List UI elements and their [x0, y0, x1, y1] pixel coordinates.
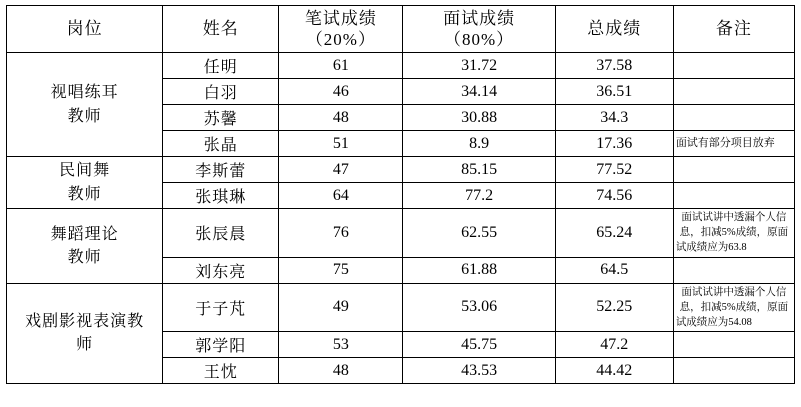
post-line1: 民间舞: [59, 162, 111, 180]
header-total-score: 总成绩: [555, 6, 673, 53]
header-interview-line1: 面试成绩: [443, 8, 516, 28]
written-cell: 75: [279, 257, 403, 283]
header-name: 姓名: [163, 6, 279, 53]
remark-cell: [673, 332, 794, 358]
remark-cell: [673, 105, 794, 131]
post-line1: 视唱练耳: [50, 84, 119, 102]
header-post: 岗位: [7, 6, 163, 53]
total-cell: 52.25: [555, 283, 673, 332]
total-cell: 64.5: [555, 257, 673, 283]
interview-cell: 45.75: [403, 332, 555, 358]
post-cell: [7, 157, 163, 209]
written-cell: 76: [279, 209, 403, 258]
interview-cell: 53.06: [403, 283, 555, 332]
interview-cell: 43.53: [403, 358, 555, 384]
remark-cell: [673, 358, 794, 384]
name-cell: 苏馨: [163, 105, 279, 131]
table-row: [7, 53, 795, 79]
remark-cell: [673, 183, 794, 209]
remark-cell: [673, 257, 794, 283]
post-line2: 教师: [67, 185, 102, 203]
name-cell: 李斯蕾: [163, 157, 279, 183]
header-row: [7, 6, 795, 53]
interview-cell: 77.2: [403, 183, 555, 209]
interview-cell: 62.55: [403, 209, 555, 258]
interview-cell: 61.88: [403, 257, 555, 283]
total-cell: 44.42: [555, 358, 673, 384]
interview-cell: 34.14: [403, 79, 555, 105]
header-remark: 备注: [673, 6, 794, 53]
interview-cell: 8.9: [403, 131, 555, 157]
written-cell: 51: [279, 131, 403, 157]
interview-cell: 31.72: [403, 53, 555, 79]
header-interview-line2: （80%）: [443, 30, 515, 49]
written-cell: 64: [279, 183, 403, 209]
post-cell: [7, 209, 163, 284]
table-row: [7, 157, 795, 183]
name-cell: 张晶: [163, 131, 279, 157]
post-cell: [7, 53, 163, 157]
table-row: [7, 283, 795, 332]
total-cell: 74.56: [555, 183, 673, 209]
remark-cell: 面试试讲中透漏个人信息，扣减5%成绩，原面试成绩应为63.8: [673, 209, 794, 258]
remark-cell: 面试有部分项目放弃: [673, 131, 794, 157]
remark-cell: [673, 157, 794, 183]
name-cell: 王忱: [163, 358, 279, 384]
remark-cell: 面试试讲中透漏个人信息，扣减5%成绩，原面试成绩应为54.08: [673, 283, 794, 332]
written-cell: 47: [279, 157, 403, 183]
table-header: [7, 6, 795, 53]
name-cell: 刘东亮: [163, 257, 279, 283]
post-line2: 教师: [67, 248, 102, 266]
total-cell: 34.3: [555, 105, 673, 131]
written-cell: 49: [279, 283, 403, 332]
name-cell: 任明: [163, 53, 279, 79]
name-cell: 郭学阳: [163, 332, 279, 358]
name-cell: 张琪琳: [163, 183, 279, 209]
written-cell: 48: [279, 358, 403, 384]
header-interview-score: [403, 6, 555, 53]
name-cell: 于子芃: [163, 283, 279, 332]
total-cell: 65.24: [555, 209, 673, 258]
header-written-line2: （20%）: [305, 30, 376, 49]
total-cell: 77.52: [555, 157, 673, 183]
post-line2: 师: [76, 336, 94, 354]
table-row: [7, 209, 795, 258]
post-cell: [7, 283, 163, 384]
name-cell: 张辰晨: [163, 209, 279, 258]
total-cell: 47.2: [555, 332, 673, 358]
header-written-line1: 笔试成绩: [304, 8, 377, 28]
interview-cell: 30.88: [403, 105, 555, 131]
total-cell: 17.36: [555, 131, 673, 157]
written-cell: 48: [279, 105, 403, 131]
remark-cell: [673, 53, 794, 79]
written-cell: 61: [279, 53, 403, 79]
total-cell: 37.58: [555, 53, 673, 79]
post-line2: 教师: [67, 107, 102, 125]
written-cell: 46: [279, 79, 403, 105]
header-written-score: [279, 6, 403, 53]
post-line1: 舞蹈理论: [50, 225, 119, 243]
results-table: [6, 5, 795, 384]
table-body: [7, 53, 795, 384]
total-cell: 36.51: [555, 79, 673, 105]
post-line1: 戏剧影视表演教: [25, 313, 145, 331]
name-cell: 白羽: [163, 79, 279, 105]
written-cell: 53: [279, 332, 403, 358]
interview-cell: 85.15: [403, 157, 555, 183]
remark-cell: [673, 79, 794, 105]
